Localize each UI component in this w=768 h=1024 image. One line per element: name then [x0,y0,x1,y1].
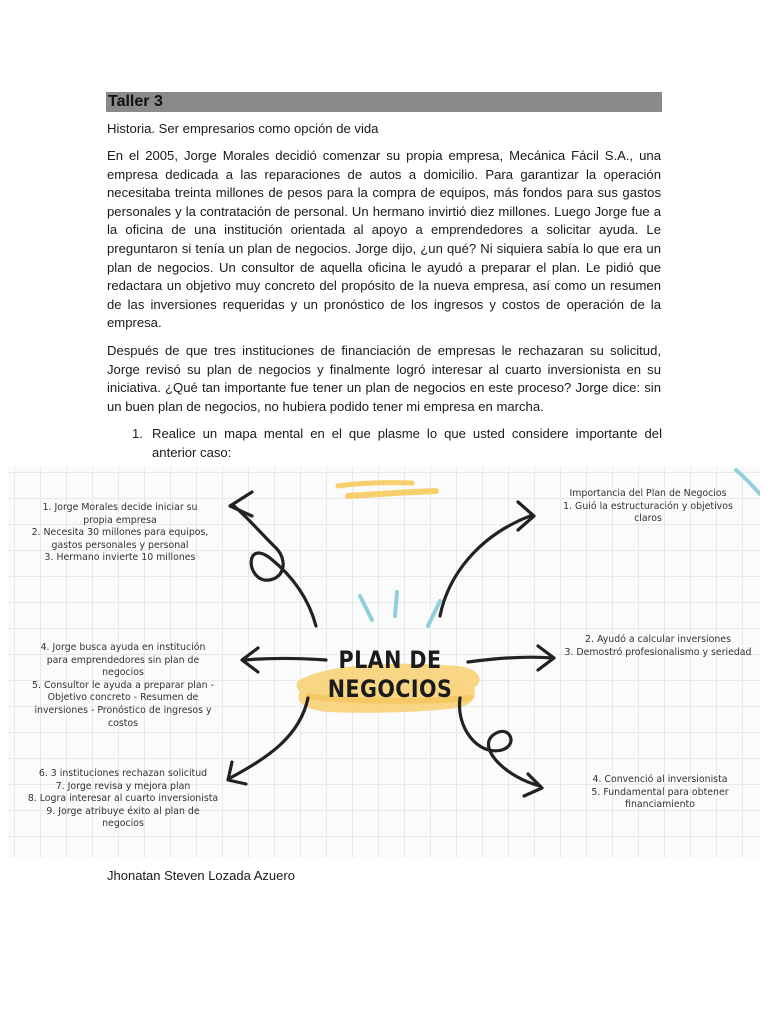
node-line: 5. Consultor le ayuda a preparar plan - [32,679,214,691]
arrow-top-left [234,506,316,626]
node-bottom-left [14,768,232,831]
arrow-mid-right [468,657,552,662]
node-line: 4. Convenció al inversionista [592,774,728,785]
instruction-number: 1. [132,426,143,441]
node-line: inversiones - Pronóstico de ingresos y [34,704,212,716]
node-top-left [20,502,220,565]
node-mid-left [18,642,228,730]
top-highlight-streak-1 [338,483,412,486]
node-line: 5. Fundamental para obtener [591,786,729,798]
node-line: 2. Necesita 30 millones para equipos, [31,527,209,539]
accent-mark-2 [395,592,397,616]
page-title: Taller 3 [108,93,163,110]
node-line: 1. Jorge Morales decide iniciar su [42,502,198,513]
node-line: 1. Guió la estructuración y objetivos [563,500,733,512]
node-line: costos [107,717,139,729]
node-line: 9. Jorge atribuye éxito al plan de [46,805,200,817]
story-paragraph-2: Después de que tres instituciones de financiación de empresas le rechazaran su solicitud, Jorge revisó su plan de negocios y finalmente logró interesar al cuarto inversionista en su iniciativa. ¿Qué tan importante fue tener un plan de negocios en este proceso? Jorge dice: sin un buen plan de negocios, no hubiera podido tener mi empresa en marcha. [107,343,661,414]
node-line: 8. Logra interesar al cuarto inversionista [27,793,219,805]
accent-mark-3 [428,601,440,626]
node-line: claros [634,513,662,525]
node-line: 4. Jorge busca ayuda en institución [40,642,206,653]
node-line: Objetivo concreto - Resumen de [47,692,199,704]
center-title-line-2: NEGOCIOS [327,675,453,703]
top-highlight-streak-2 [348,491,436,496]
title-bar [106,92,662,112]
node-line: 3. Demostró profesionalismo y seriedad [564,646,752,658]
node-top-right [552,488,744,526]
arrow-top-right [440,516,530,616]
node-line: financiamiento [625,799,695,811]
node-line: para emprendedores sin plan de [46,654,200,666]
node-line: 6. 3 instituciones rechazan solicitud [38,768,208,779]
mind-map-center-title [313,646,468,704]
node-line: gastos personales y personal [51,539,189,551]
node-line: negocios [102,818,144,830]
node-line: 2. Ayudó a calcular inversiones [585,634,731,645]
story-paragraph-1: En el 2005, Jorge Morales decidió comenzar su propia empresa, Mecánica Fácil S.A., una empresa dedicada a las reparaciones de autos a domicilio. Para garantizar la operación necesitaba treinta millones de pesos para la compra de equipos, más fondos para sus gastos personales y la contratación de personal. Un hermano invirtió diez millones. Luego Jorge fue a la oficina de una institución orientada al apoyo a emprendedores a solicitar ayuda. Le preguntaron si tenía un plan de negocios. Jorge dijo, ¿un qué? Ni siquiera sabía lo que era un plan de negocios. Un consultor de aquella oficina le ayudó a preparar el plan. Le pidió que redactara un objetivo muy concreto del propósito de la nueva empresa, así como un resumen de las inversiones requeridas y un pronóstico de los ingresos y costos de operación de la empresa. [107,148,661,331]
mind-map [8,466,760,858]
node-line: propia empresa [83,514,157,526]
arrow-top-left-head [230,492,252,516]
node-line: Importancia del Plan de Negocios [569,488,727,499]
author-signature: Jhonatan Steven Lozada Azuero [107,868,295,883]
instruction-item [132,425,662,462]
instruction-text: Realice un mapa mental en el que plasme lo que usted considere importante del anterior caso: [152,426,662,460]
arrow-bottom-left [230,698,308,778]
node-line: 3. Hermano invierte 10 millones [44,552,196,564]
node-line: 7. Jorge revisa y mejora plan [55,780,191,792]
node-line: negocios [102,667,144,679]
node-mid-right [560,634,756,659]
accent-mark-1 [360,596,372,620]
node-bottom-right [574,774,746,812]
center-title-line-1: PLAN DE [338,646,442,674]
story-subtitle: Historia. Ser empresarios como opción de vida [107,121,379,136]
